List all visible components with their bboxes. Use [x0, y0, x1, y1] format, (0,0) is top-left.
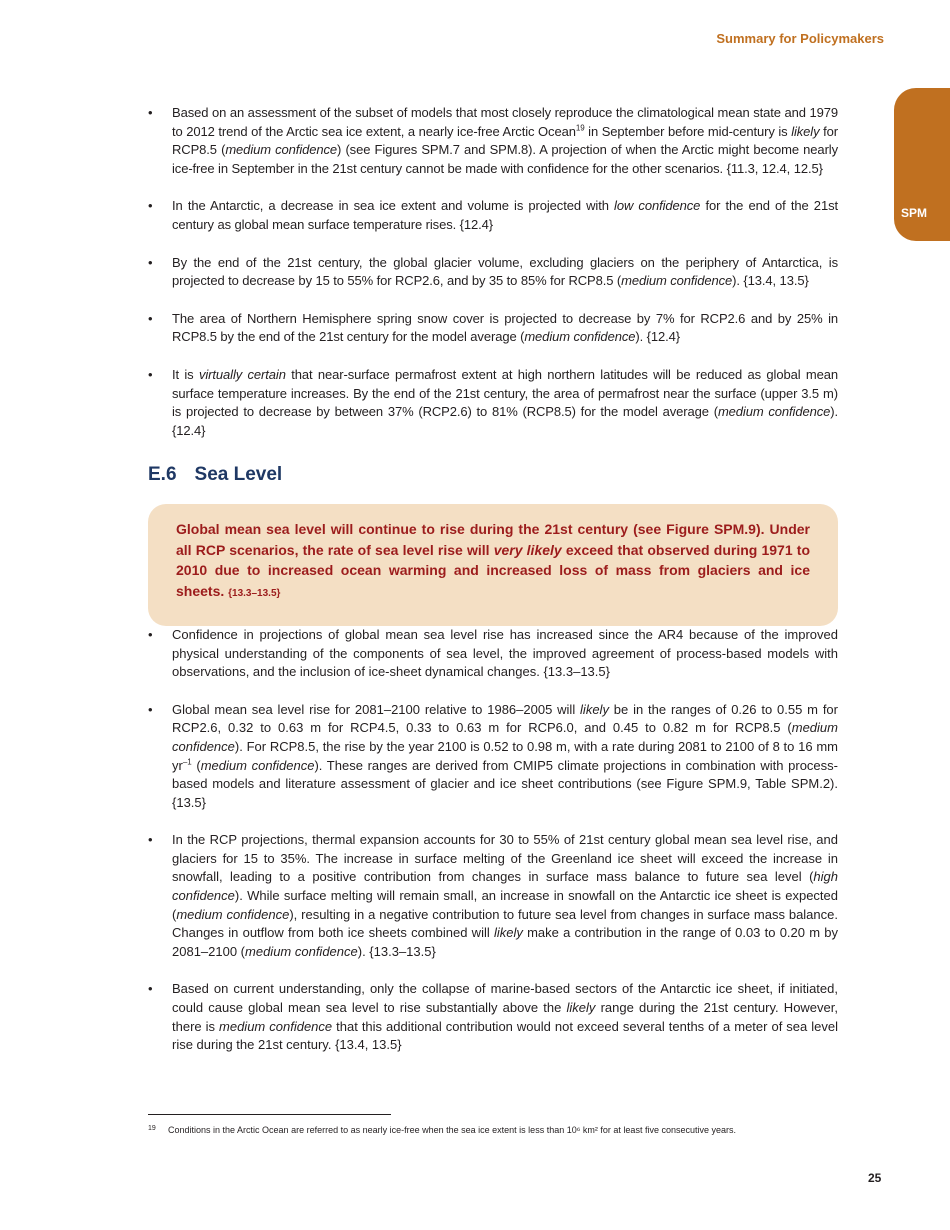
bullet-list-bottom — [148, 626, 838, 1055]
text-run: in September before mid-century is — [584, 123, 792, 139]
running-header: Summary for Policymakers — [716, 31, 884, 46]
bullet-marine-ice-collapse — [148, 980, 838, 1054]
headline-statement-box — [148, 504, 838, 626]
footnote — [148, 1125, 848, 1135]
bullet-sea-level-ranges — [148, 701, 838, 813]
footnote-divider — [148, 1114, 391, 1115]
text-run: Global mean sea level will continue to rise during the 21st century (see Figure SPM.9). Under all RCP scenarios, the rate of sea level rise will — [176, 521, 810, 558]
italic-run: very likely — [493, 541, 562, 558]
text-run: ). For RCP8.5, the rise by the year 2100 is 0.52 to 0.98 m, with a rate during 2081 to 2100 of 8 to 16 mm yr — [172, 738, 838, 773]
text-run: In the RCP projections, thermal expansion accounts for 30 to 55% of 21st century global mean sea level rise, and glaciers for 15 to 35%. The increase in surface melting of the Greenland ice sheet will exceed the increase in snowfall, leading to a positive contribution from changes in surface mass balance to future sea level ( — [172, 832, 838, 885]
footnote-number: 19 — [148, 1125, 156, 1132]
italic-run: medium confidence — [200, 757, 315, 773]
italic-run: medium confidence — [245, 943, 358, 959]
text-run: that this additional contribution would not exceed several tenths of a meter of sea level rise during the 21st century. {13.4, 13.5} — [172, 1018, 838, 1053]
superscript: –1 — [182, 757, 192, 767]
text-run: Based on current understanding, only the collapse of marine-based sectors of the Antarctic ice sheet, if initiated, could cause global mean sea level to rise substantially above the — [172, 981, 838, 1016]
italic-run: low confidence — [614, 198, 701, 214]
bullet-snow-cover — [148, 310, 838, 347]
text-run: for the end of the 21st century as global mean surface temperature rises. {12.4} — [172, 198, 838, 232]
text-run: exceed that observed during 1971 to 2010 due to increased ocean warming and increased loss of mass from glaciers and ice sheets. — [176, 541, 811, 599]
main-content — [148, 104, 838, 1074]
text-run: In the Antarctic, a decrease in sea ice extent and volume is projected with — [172, 198, 615, 214]
text-run: By the end of the 21st century, the global glacier volume, excluding glaciers on the periphery of Antarctica, is projected to decrease by 15 to 55% for RCP2.6, and by 35 to 85% for RCP8.5 ( — [172, 254, 838, 289]
italic-run: medium confidence — [219, 1018, 333, 1034]
text-run: ). While surface melting will remain small, an increase in snowfall on the Antarctic ice sheet is expected ( — [172, 888, 838, 922]
text-run: Confidence in projections of global mean sea level rise has increased since the AR4 because of the improved physical understanding of the components of sea level, the improved agreement of process-based models with observations, and the inclusion of ice-sheet dynamical changes. {13.3–13.5} — [172, 626, 838, 680]
bullet-confidence-projections — [148, 626, 838, 682]
italic-run: medium confidence — [225, 142, 338, 158]
italic-run: high confidence — [172, 869, 838, 904]
text-run: It is — [172, 366, 199, 382]
text-run: ). {12.4} — [172, 404, 839, 438]
text-run: be in the ranges of 0.26 to 0.55 m for RCP2.6, 0.32 to 0.63 m for RCP4.5, 0.33 to 0.63 m for RCP6.0, and 0.45 to 0.82 m for RCP8.5 ( — [172, 701, 838, 736]
bullet-thermal-expansion — [148, 831, 838, 961]
section-title: Sea Level — [194, 464, 283, 486]
text-run: make a contribution in the range of 0.03 to 0.20 m by 2081–2100 ( — [172, 925, 838, 959]
text-run: ). {13.4, 13.5} — [732, 273, 809, 289]
italic-run: medium confidence — [524, 329, 636, 345]
text-run: ). {12.4} — [635, 329, 680, 345]
bullet-antarctic-sea-ice — [148, 197, 838, 234]
bullet-glacier-volume — [148, 254, 838, 291]
text-run: ), resulting in a negative contribution to future sea level from changes in surface mass balance. Changes in outflow from both ice sheets combined will — [172, 906, 838, 941]
italic-run: likely — [791, 123, 820, 139]
text-run: ). These ranges are derived from CMIP5 climate projections in combination with process-based models and literature assessment of glacier and ice sheet contributions (see Figure SPM.9, Table SPM.2). {13.5} — [172, 757, 838, 810]
bullet-arctic-sea-ice — [148, 104, 838, 178]
italic-run: virtually certain — [198, 366, 286, 382]
text-run: ) (see Figures SPM.7 and SPM.8). A projection of when the Arctic might become nearly ice-free in September in the 21st century cannot be made with confidence for the other scenarios. {11.3, 12.4, 12.5} — [172, 142, 838, 176]
text-run: range during the 21st century. However, there is — [172, 1000, 838, 1034]
superscript: 19 — [575, 123, 585, 133]
text-run: ). {13.3–13.5} — [357, 943, 436, 959]
text-run: for RCP8.5 ( — [172, 123, 838, 158]
italic-run: likely — [493, 925, 523, 941]
italic-run: medium confidence — [172, 720, 838, 754]
page-number: 25 — [868, 1171, 882, 1185]
text-run: Based on an assessment of the subset of models that most closely reproduce the climatological mean state and 1979 to 2012 trend of the Arctic sea ice extent, a nearly ice-free Arctic Ocean — [172, 105, 838, 139]
bullet-permafrost — [148, 366, 838, 440]
italic-run: medium confidence — [717, 404, 831, 420]
text-run: Global mean sea level rise for 2081–2100 relative to 1986–2005 will — [172, 701, 581, 717]
text-run: The area of Northern Hemisphere spring snow cover is projected to decrease by 7% for RCP2.6 and by 25% in RCP8.5 by the end of the 21st century for the model average ( — [172, 310, 838, 345]
italic-run: medium confidence — [176, 906, 290, 922]
text-run: that near-surface permafrost extent at high northern latitudes will be reduced as global mean surface temperature increases. By the end of the 21st century, the area of permafrost near the surface (upper 3.5 m) is projected to decrease by between 37% (RCP2.6) to 81% (RCP8.5) for the model average ( — [172, 366, 838, 420]
spm-tab-label: SPM — [901, 206, 928, 220]
italic-run: likely — [580, 701, 609, 717]
italic-run: likely — [566, 1000, 596, 1016]
footnote-text: Conditions in the Arctic Ocean are referred to as nearly ice-free when the sea ice extent is less than 10⁶ km² for at least five consecutive years. — [168, 1125, 736, 1135]
section-heading — [148, 464, 838, 486]
bullet-list-top — [148, 104, 838, 440]
italic-run: medium confidence — [621, 273, 733, 289]
text-run: ( — [191, 757, 201, 773]
section-number: E.6 — [148, 464, 177, 486]
chapter-reference: {13.3–13.5} — [228, 587, 281, 599]
